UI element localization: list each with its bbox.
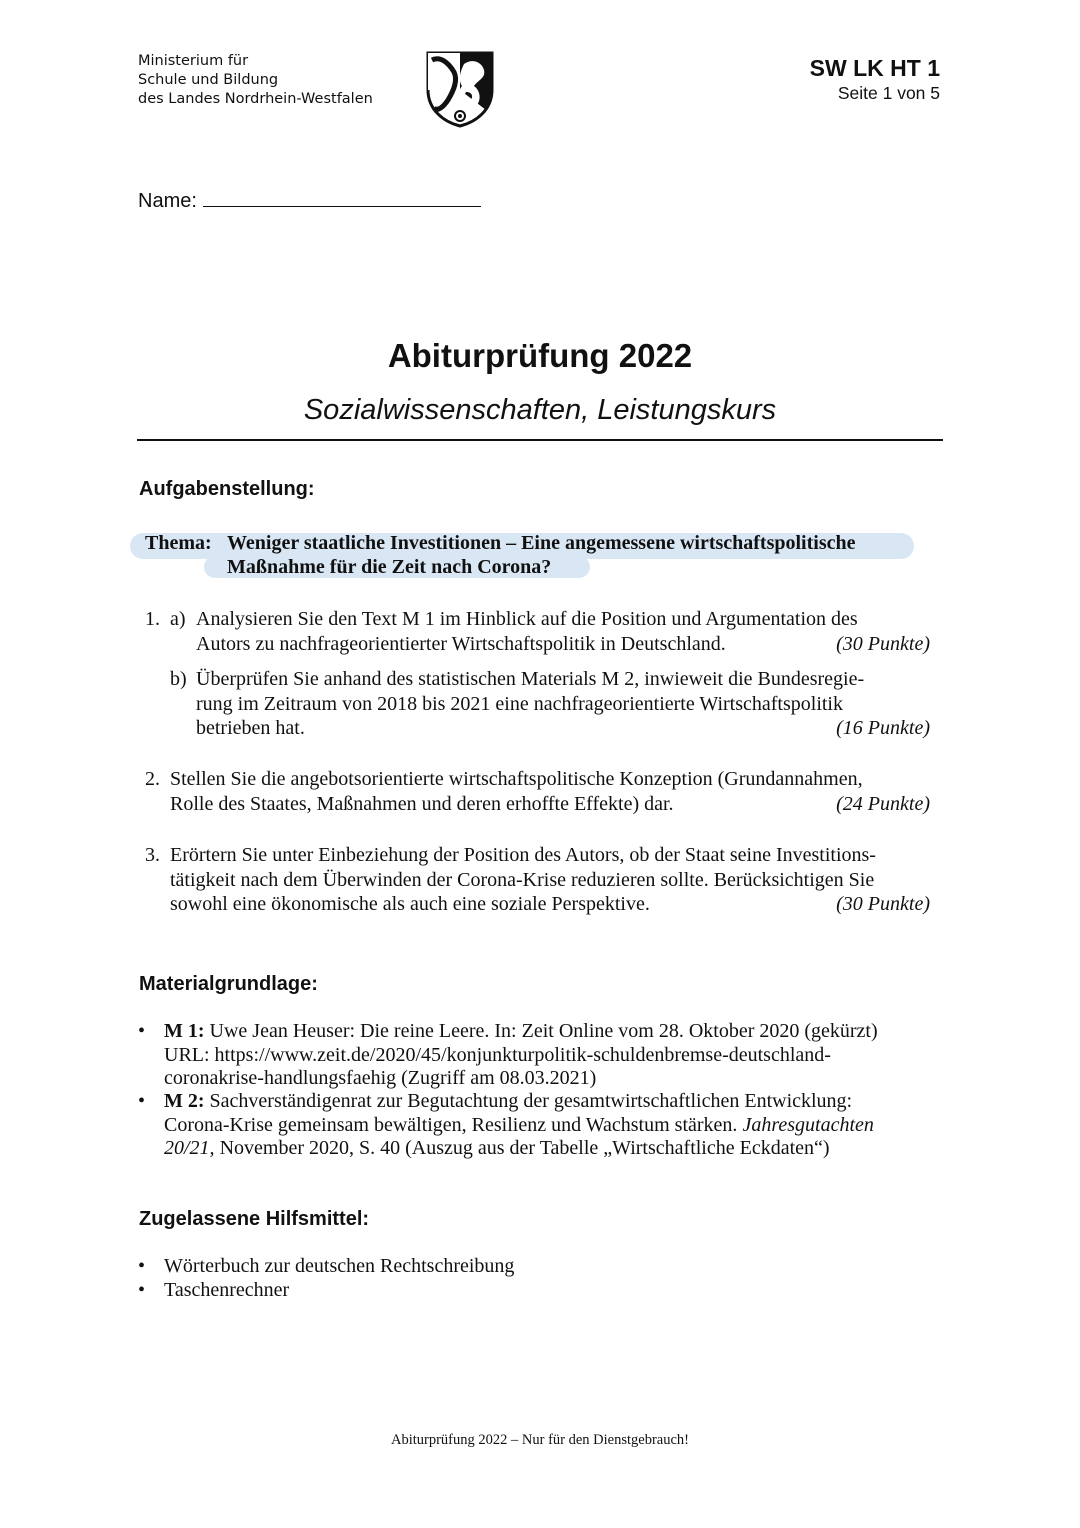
subtask-label: b) [170,668,187,690]
task-text: betrieben hat. [196,717,305,739]
material-text: November 2020, S. 40 (Auszug aus der Tabelle „Wirtschaftliche Eckdaten“) [219,1137,830,1159]
task-text: Überprüfen Sie anhand des statistischen Materials M 2, inwieweit die Bundesregie- [196,668,865,690]
task-text: tätigkeit nach dem Überwinden der Corona-Krise reduzieren sollte. Berücksichtigen Sie [170,868,875,891]
bullet: • [138,1255,146,1277]
material-heading: Materialgrundlage: [139,973,318,995]
material-label: M 1: [164,1020,205,1042]
aids-heading: Zugelassene Hilfsmittel: [139,1208,370,1230]
task-text: Autors zu nachfrageorientierter Wirtschaftspolitik in Deutschland. [196,632,726,655]
material-text [164,1114,874,1138]
material-text: coronakrise-handlungsfaehig (Zugriff am 08.03.2021) [164,1067,597,1089]
material-text: URL: https://www.zeit.de/2020/45/konjunkturpolitik-schuldenbremse-deutschland- [164,1043,831,1066]
task-number: 2. [145,768,160,790]
name-label: Name: [138,190,197,212]
material-text-italic: Jahresgutachten [742,1113,874,1136]
page-footer: Abiturprüfung 2022 – Nur für den Dienstgebrauch! [391,1432,689,1448]
bullet: • [138,1090,146,1112]
material-text [164,1137,830,1161]
task-text: Rolle des Staates, Maßnahmen und deren erhoffte Effekte) dar. [170,792,674,815]
name-field [138,186,481,213]
bullet: • [138,1020,146,1042]
page-subtitle: Sozialwissenschaften, Leistungskurs [303,394,777,426]
task-text: Stellen Sie die angebotsorientierte wirtschaftspolitische Konzeption (Grundannahmen, [170,768,863,790]
task-number: 3. [145,844,160,866]
material-label: M 2: [164,1090,205,1112]
page-indicator: Seite 1 von 5 [837,83,940,103]
task-text: sowohl eine ökonomische als auch eine soziale Perspektive. [170,893,650,915]
material-text: Corona-Krise gemeinsam bewältigen, Resilienz und Wachstum stärken. [164,1113,738,1136]
theme-text: Maßnahme für die Zeit nach Corona? [227,556,552,578]
material-text-italic: 20/21, [164,1137,215,1159]
aid-item: Taschenrechner [164,1278,290,1301]
task-heading: Aufgabenstellung: [139,478,315,500]
task-points: (24 Punkte) [836,792,930,815]
bullet: • [138,1278,146,1301]
task-points: (30 Punkte) [836,893,930,915]
nrw-coat-of-arms-icon [424,50,496,128]
subtask-label: a) [170,608,186,630]
task-text: Analysieren Sie den Text M 1 im Hinblick auf die Position und Argumentation des [196,608,858,630]
page-title: Abiturprüfung 2022 [387,337,693,374]
ministry-name [138,52,373,109]
task-points: (16 Punkte) [836,717,930,739]
aid-item: Wörterbuch zur deutschen Rechtschreibung [164,1255,515,1277]
title-divider [137,439,943,441]
task-text: rung im Zeitraum von 2018 bis 2021 eine nachfrageorientierte Wirtschaftspolitik [196,692,843,715]
task-points: (30 Punkte) [836,632,930,655]
name-blank-line [203,186,481,207]
task-number: 1. [145,608,160,630]
ministry-line: Ministerium für [138,53,249,69]
exam-code [810,54,940,104]
task-text: Erörtern Sie unter Einbeziehung der Position des Autors, ob der Staat seine Investitions- [170,844,876,866]
exam-code-text: SW LK HT 1 [809,55,940,81]
theme-text: Weniger staatliche Investitionen – Eine angemessene wirtschaftspolitische [227,532,856,554]
material-text: Sachverständigenrat zur Begutachtung der gesamtwirtschaftlichen Entwicklung: [209,1090,853,1112]
material-text: Uwe Jean Heuser: Die reine Leere. In: Zeit Online vom 28. Oktober 2020 (gekürzt) [209,1020,878,1042]
theme-label: Thema: [145,532,212,554]
ministry-line: Schule und Bildung [138,72,279,88]
ministry-line: des Landes Nordrhein-Westfalen [138,91,373,107]
